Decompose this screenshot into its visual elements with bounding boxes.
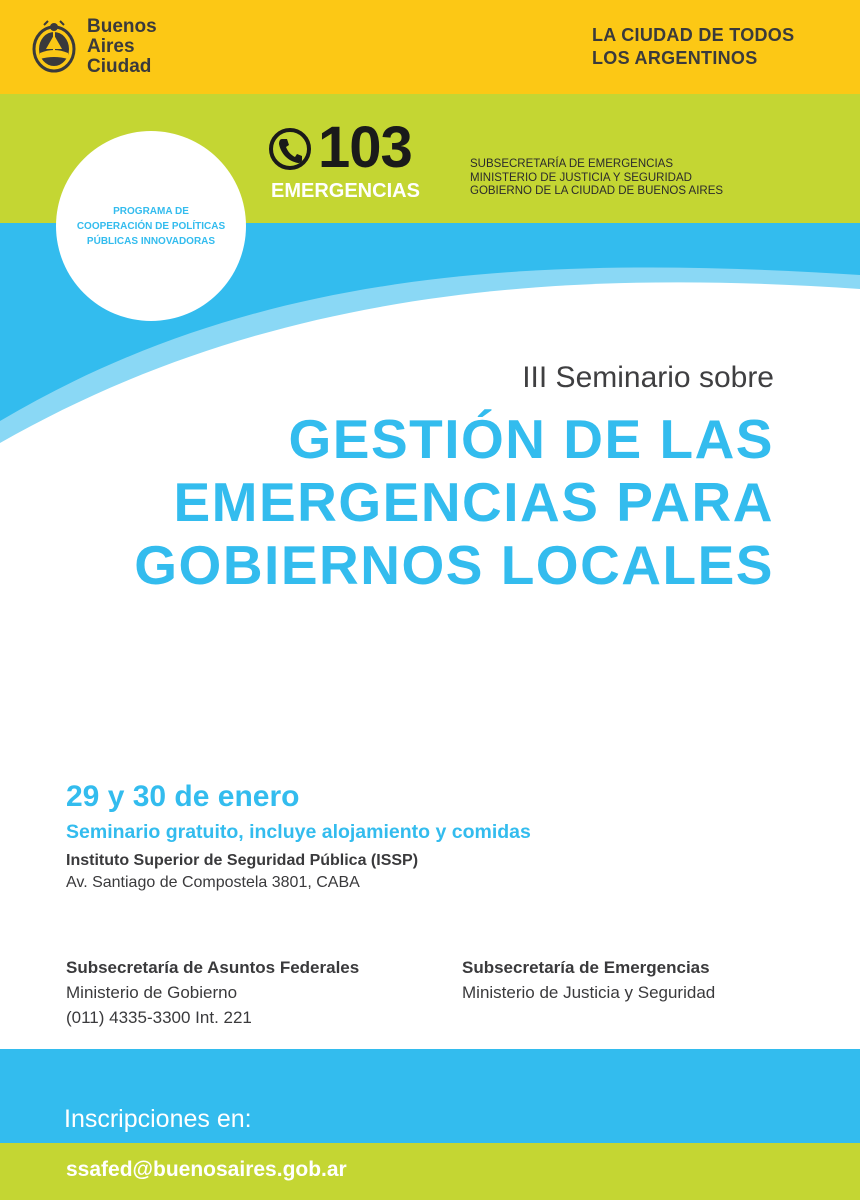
- contact-phone: (011) 4335-3300 Int. 221: [66, 1008, 252, 1027]
- slogan-line: LA CIUDAD DE TODOS: [592, 25, 795, 45]
- seminar-title: [134, 408, 774, 597]
- program-line: PÚBLICAS INNOVADORAS: [86, 235, 216, 247]
- contact-federal-affairs: [66, 955, 359, 1030]
- organization-line: GOBIERNO DE LA CIUDAD DE BUENOS AIRES: [470, 185, 724, 197]
- contact-office: Subsecretaría de Asuntos Federales: [66, 958, 360, 977]
- registration-email-link[interactable]: ssafed@buenosaires.gob.ar: [66, 1158, 347, 1181]
- seminar-title-line: GOBIERNOS LOCALES: [134, 534, 774, 596]
- buenos-aires-logo: [32, 17, 157, 77]
- logo-line: Aires: [87, 36, 135, 57]
- emergency-label: EMERGENCIAS: [271, 180, 420, 202]
- program-line: COOPERACIÓN DE POLÍTICAS: [76, 220, 226, 232]
- event-venue: Instituto Superior de Seguridad Pública (ISSP): [66, 852, 419, 869]
- program-line: PROGRAMA DE: [113, 205, 189, 217]
- contact-ministry: Ministerio de Justicia y Seguridad: [462, 983, 716, 1002]
- contact-office: Subsecretaría de Emergencias: [462, 958, 710, 977]
- event-date: 29 y 30 de enero: [66, 780, 300, 813]
- seminar-title-line: EMERGENCIAS PARA: [173, 471, 774, 533]
- event-address: Av. Santiago de Compostela 3801, CABA: [66, 874, 360, 891]
- contact-emergencies: [462, 955, 715, 1005]
- registration-label: Inscripciones en:: [64, 1105, 252, 1133]
- logo-line: Ciudad: [87, 56, 152, 77]
- emergency-number: 103: [318, 115, 412, 180]
- phone-icon: [268, 127, 312, 171]
- program-badge: [56, 131, 246, 321]
- organization-block: [470, 158, 723, 199]
- contact-ministry: Ministerio de Gobierno: [66, 983, 238, 1002]
- seminar-subtitle: III Seminario sobre: [522, 361, 774, 394]
- organization-line: MINISTERIO DE JUSTICIA Y SEGURIDAD: [470, 171, 692, 184]
- city-seal-icon: [32, 19, 76, 75]
- logo-wordmark: [87, 17, 157, 77]
- slogan-line: LOS ARGENTINOS: [592, 48, 758, 68]
- organization-line: SUBSECRETARÍA DE EMERGENCIAS: [470, 158, 673, 170]
- seminar-title-line: GESTIÓN DE LAS: [288, 408, 774, 470]
- event-description: Seminario gratuito, incluye alojamiento y comidas: [66, 821, 531, 843]
- header-bar: [0, 0, 860, 94]
- slogan: [592, 24, 794, 70]
- logo-line: Buenos: [87, 16, 157, 37]
